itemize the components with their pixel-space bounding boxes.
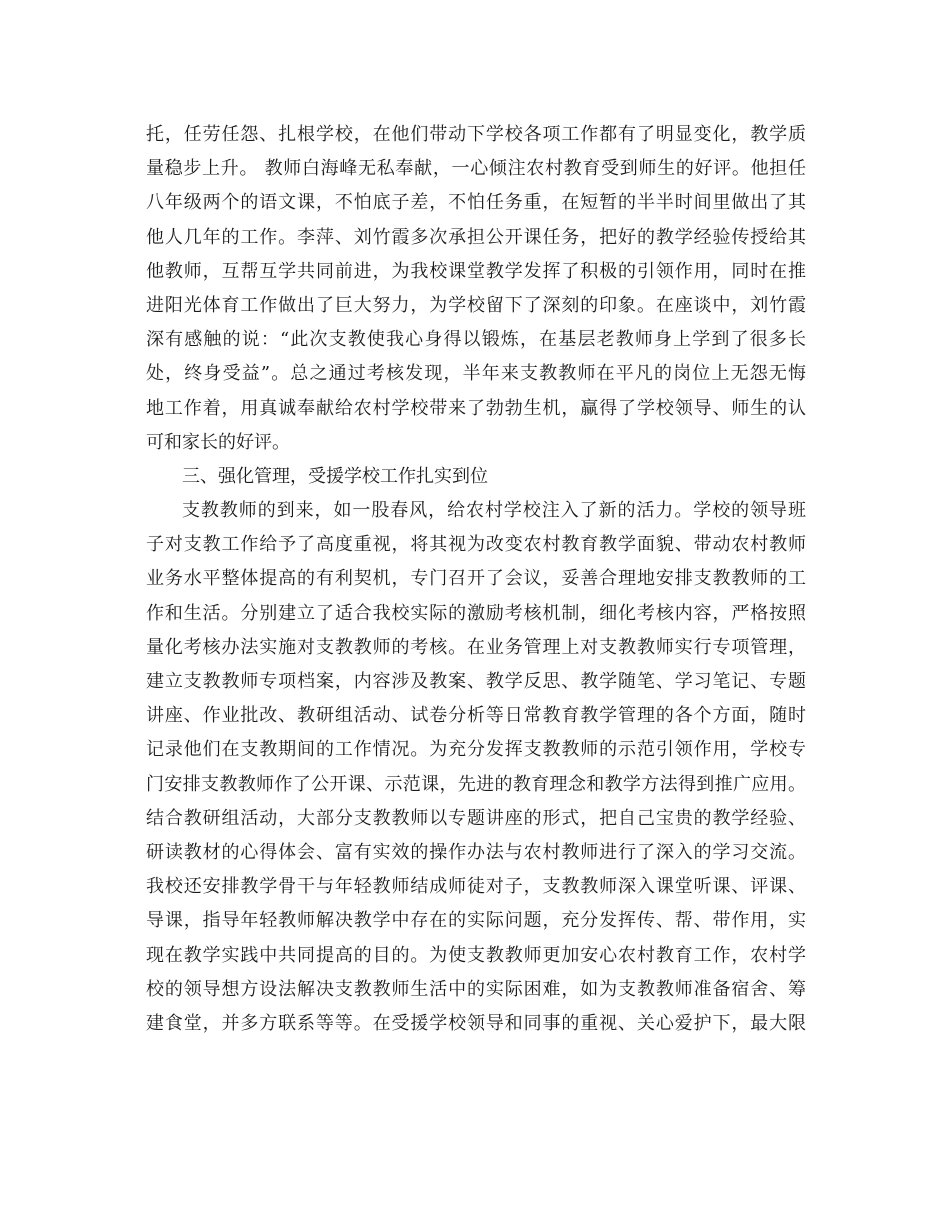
text-line: 量化考核办法实施对支教教师的考核。在业务管理上对支教教师实行专项管理， <box>146 636 806 658</box>
text-line: 托，任劳任怨、扎根学校，在他们带动下学校各项工作都有了明显变化，教学质 <box>146 124 806 145</box>
text-line: 他教师，互帮互学共同前进，为我校课堂教学发挥了积极的引领作用，同时在推 <box>146 260 806 282</box>
text-line: 建立支教教师专项档案，内容涉及教案、教学反思、教学随笔、学习笔记、专题 <box>146 671 806 692</box>
text-line: 处，终身受益”。总之通过考核发现，半年来支教教师在平凡的岗位上无怨无悔 <box>146 363 806 385</box>
text-line: 研读教材的心得体会、富有实效的操作办法与农村教师进行了深入的学习交流。 <box>146 841 806 863</box>
text-line: 他人几年的工作。李萍、刘竹霞多次承担公开课任务，把好的教学经验传授给其 <box>146 226 806 248</box>
text-line: 量稳步上升。 教师白海峰无私奉献，一心倾注农村教育受到师生的好评。他担任 <box>146 158 806 180</box>
text-line: 支教教师的到来，如一股春风，给农村学校注入了新的活力。学校的领导班 <box>182 500 806 522</box>
text-line: 门安排支教教师作了公开课、示范课，先进的教育理念和教学方法得到推广应用。 <box>146 773 806 795</box>
text-line: 建食堂，并多方联系等等。在受援学校领导和同事的重视、关心爱护下，最大限 <box>146 1012 806 1034</box>
text-line: 讲座、作业批改、教研组活动、试卷分析等日常教育教学管理的各个方面，随时 <box>146 705 806 727</box>
text-line: 记录他们在支教期间的工作情况。为充分发挥支教教师的示范引领作用，学校专 <box>146 739 806 761</box>
text-line: 地工作着，用真诚奉献给农村学校带来了勃勃生机，赢得了学校领导、师生的认 <box>146 397 806 419</box>
text-line: 子对支教工作给予了高度重视，将其视为改变农村教育教学面貌、带动农村教师 <box>146 534 806 556</box>
body-text <box>146 118 806 1041</box>
text-line: 深有感触的说：“此次支教使我心身得以锻炼，在基层老教师身上学到了很多长 <box>146 329 806 351</box>
text-line: 我校还安排教学骨干与年轻教师结成师徒对子，支教教师深入课堂听课、评课、 <box>146 876 806 898</box>
text-line: 作和生活。分别建立了适合我校实际的激励考核机制，细化考核内容，严格按照 <box>146 602 806 624</box>
text-line: 导课，指导年轻教师解决教学中存在的实际问题，充分发挥传、帮、带作用，实 <box>146 910 806 932</box>
text-line: 结合教研组活动，大部分支教教师以专题讲座的形式，把自己宝贵的教学经验、 <box>146 807 806 829</box>
text-line: 校的领导想方设法解决支教教师生活中的实际困难，如为支教教师准备宿舍、筹 <box>146 978 806 1000</box>
text-line: 八年级两个的语文课，不怕底子差，不怕任务重，在短暂的半半时间里做出了其 <box>146 192 806 214</box>
text-line: 进阳光体育工作做出了巨大努力，为学校留下了深刻的印象。在座谈中，刘竹霞 <box>146 294 806 316</box>
text-line: 三、强化管理，受援学校工作扎实到位 <box>182 465 488 487</box>
text-line: 可和家长的好评。 <box>146 431 290 453</box>
text-line: 现在教学实践中共同提高的目的。为使支教教师更加安心农村教育工作，农村学 <box>146 944 806 966</box>
text-line: 业务水平整体提高的有利契机，专门召开了会议，妥善合理地安排支教教师的工 <box>146 568 806 590</box>
